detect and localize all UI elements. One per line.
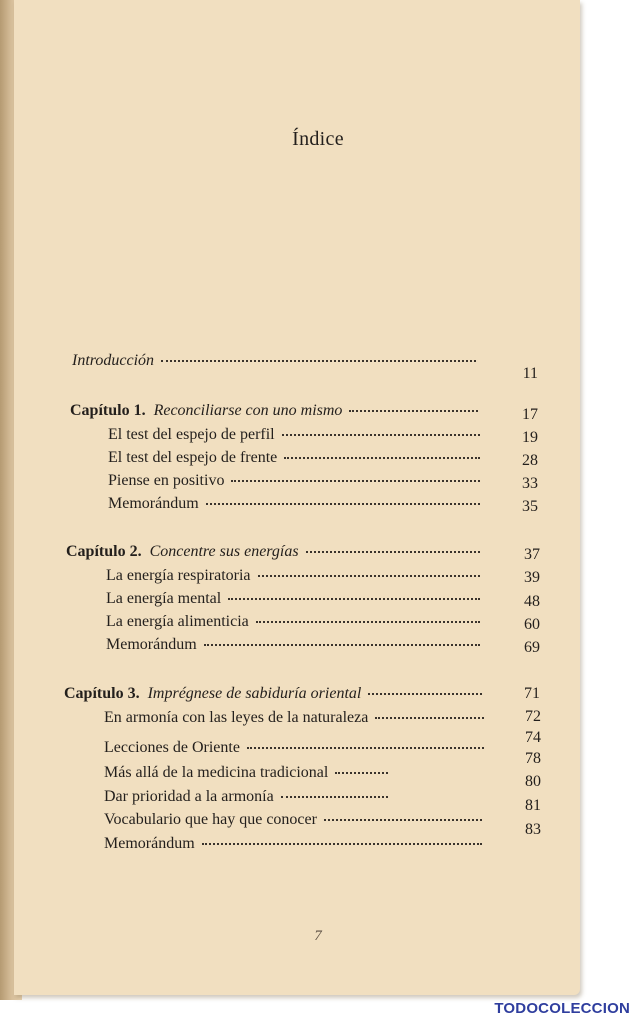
leader-dots — [231, 478, 480, 482]
leader-dots — [368, 691, 482, 695]
toc-entry-title: La energía mental — [106, 590, 222, 607]
toc-entry — [104, 810, 488, 830]
toc-entry-title: Más allá de la medicina tradicional — [104, 764, 329, 781]
leader-dots — [282, 432, 480, 436]
toc-chapter-2 — [66, 542, 486, 562]
toc-entry-title: Dar prioridad a la armonía — [104, 788, 274, 805]
leader-dots — [306, 549, 480, 553]
leader-dots — [202, 841, 482, 845]
toc-entry — [106, 635, 486, 655]
toc-page-number: 69 — [524, 639, 540, 656]
toc-page-number: 78 — [525, 750, 541, 767]
toc-entry-title: El test del espejo de frente — [108, 449, 278, 466]
page-title: Índice — [292, 128, 344, 150]
leader-dots — [349, 408, 478, 412]
leader-dots — [206, 501, 480, 505]
toc-entry-title: Vocabulario que hay que conocer — [104, 811, 317, 828]
leader-dots — [281, 794, 388, 798]
toc-page-number: 11 — [522, 365, 538, 382]
toc-page-number: 72 — [525, 708, 541, 725]
toc-page-number: 39 — [524, 569, 540, 586]
toc-entry — [104, 738, 490, 758]
toc-entry-title: Memorándum — [104, 835, 195, 852]
toc-entry-title: En armonía con las leyes de la naturaleza — [104, 709, 369, 726]
toc-entry-title: La energía respiratoria — [106, 567, 251, 584]
leader-dots — [228, 596, 480, 600]
leader-dots — [258, 573, 480, 577]
toc-entry-title: El test del espejo de perfil — [108, 426, 275, 443]
leader-dots — [204, 642, 480, 646]
toc-entry — [108, 448, 486, 468]
toc-chapter-heading: Capítulo 1. Reconciliarse con uno mismo — [70, 402, 343, 419]
toc-entry-introduccion — [72, 351, 482, 371]
toc-page-number: 83 — [525, 821, 541, 838]
watermark-logo: TODOCOLECCION — [494, 1000, 630, 1017]
toc-page-number: 48 — [524, 593, 540, 610]
leader-dots — [324, 817, 482, 821]
toc-page-number: 17 — [522, 406, 538, 423]
toc-page-number: 33 — [522, 475, 538, 492]
toc-entry — [104, 787, 394, 807]
toc-page-number: 81 — [525, 797, 541, 814]
toc-page-number: 74 — [525, 729, 541, 746]
toc-chapter-heading: Capítulo 2. Concentre sus energías — [66, 543, 299, 560]
toc-page-number: 28 — [522, 452, 538, 469]
toc-entry — [108, 494, 486, 514]
toc-chapter-heading: Capítulo 3. Imprégnese de sabiduría oriental — [64, 685, 362, 702]
folio-page-number: 7 — [314, 928, 322, 944]
toc-chapter-3 — [64, 684, 488, 704]
toc-entry-title: Piense en positivo — [108, 472, 225, 489]
toc-entry — [108, 425, 486, 445]
leader-dots — [284, 455, 480, 459]
leader-dots — [256, 619, 480, 623]
toc-page-number: 60 — [524, 616, 540, 633]
toc-entry — [106, 589, 486, 609]
toc-entry — [104, 834, 488, 854]
toc-entry-title: Introducción — [72, 352, 155, 369]
toc-entry-title: Lecciones de Oriente — [104, 739, 240, 756]
toc-entry — [104, 708, 490, 728]
toc-page-number: 71 — [524, 685, 540, 702]
toc-page-number: 37 — [524, 546, 540, 563]
leader-dots — [375, 715, 484, 719]
leader-dots — [335, 770, 388, 774]
toc-entry — [104, 763, 394, 783]
toc-entry-title: Memorándum — [108, 495, 199, 512]
toc-chapter-1 — [70, 401, 484, 421]
leader-dots — [161, 358, 476, 362]
leader-dots — [247, 745, 484, 749]
toc-entry — [108, 471, 486, 491]
toc-entry — [106, 566, 486, 586]
toc-entry — [106, 612, 486, 632]
toc-page-number: 35 — [522, 498, 538, 515]
toc-page-number: 19 — [522, 429, 538, 446]
toc-page-number: 80 — [525, 773, 541, 790]
toc-entry-title: La energía alimenticia — [106, 613, 249, 630]
toc-entry-title: Memorándum — [106, 636, 197, 653]
